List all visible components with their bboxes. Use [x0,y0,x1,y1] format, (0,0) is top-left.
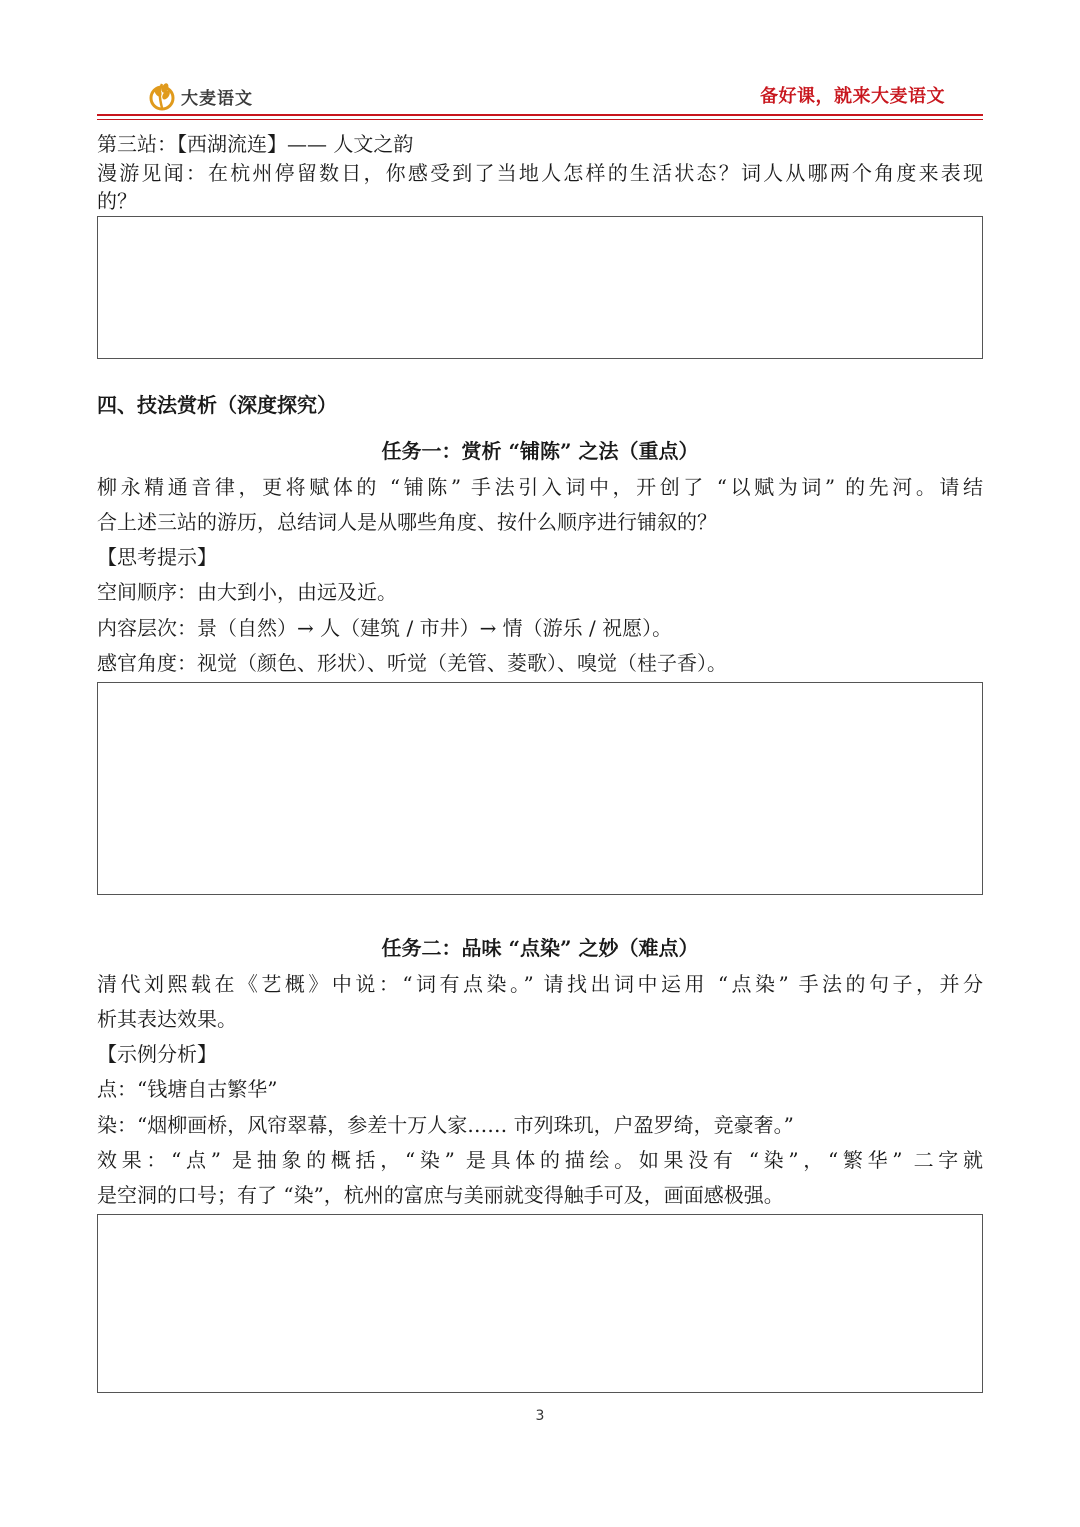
brand-logo [147,78,253,114]
wheat-logo-icon [147,80,177,112]
task1-paragraph-line1: 柳永精通音律，更将赋体的 “铺陈” 手法引入词中，开创了 “以赋为词” 的先河。请结 [97,475,983,499]
answer-box-task2[interactable] [97,1214,983,1393]
task2-example-label: 【示例分析】 [97,1042,217,1066]
task2-effect-line1: 效果：“点” 是抽象的概括，“染” 是具体的描绘。如果没有 “染”，“繁华” 二字就 [97,1148,983,1172]
task1-hint-1: 空间顺序：由大到小，由远及近。 [97,580,397,604]
task2-ran: 染：“烟柳画桥，风帘翠幕，参差十万人家…… 市列珠玑，户盈罗绮，竞豪奢。” [97,1113,794,1137]
header-rule-thick [97,114,983,116]
page-number: 3 [535,1408,545,1424]
section4-heading: 四、技法赏析（深度探究） [97,393,337,417]
answer-box-task1[interactable] [97,682,983,895]
task2-paragraph-line1: 清代刘熙载在《艺概》中说：“词有点染。” 请找出词中运用 “点染” 手法的句子，并分 [97,972,983,996]
task2-paragraph-line2: 析其表达效果。 [97,1007,237,1031]
station3-question-line2: 的？ [97,189,137,213]
station3-question-line1: 漫游见闻：在杭州停留数日，你感受到了当地人怎样的生活状态？词人从哪两个角度来表现 [97,161,983,185]
task1-hint-label: 【思考提示】 [97,545,217,569]
station3-title: 第三站：【西湖流连】—— 人文之韵 [97,132,414,156]
brand-name: 大麦语文 [181,88,253,109]
task1-paragraph-line2: 合上述三站的游历，总结词人是从哪些角度、按什么顺序进行铺叙的？ [97,510,717,534]
task2-dian: 点：“钱塘自古繁华” [97,1077,278,1101]
task1-title: 任务一：赏析 “铺陈” 之法（重点） [381,439,699,463]
task1-hint-2: 内容层次：景（自然）→ 人（建筑 / 市井）→ 情（游乐 / 祝愿）。 [97,616,673,640]
answer-box-station3[interactable] [97,216,983,359]
header-slogan: 备好课，就来大麦语文 [760,86,945,107]
task1-hint-3: 感官角度：视觉（颜色、形状）、听觉（羌管、菱歌）、嗅觉（桂子香）。 [97,651,727,675]
task2-title: 任务二：品味 “点染” 之妙（难点） [381,936,699,960]
task2-effect-line2: 是空洞的口号；有了 “染”，杭州的富庶与美丽就变得触手可及，画面感极强。 [97,1183,784,1207]
header-rule-thin [97,119,983,120]
